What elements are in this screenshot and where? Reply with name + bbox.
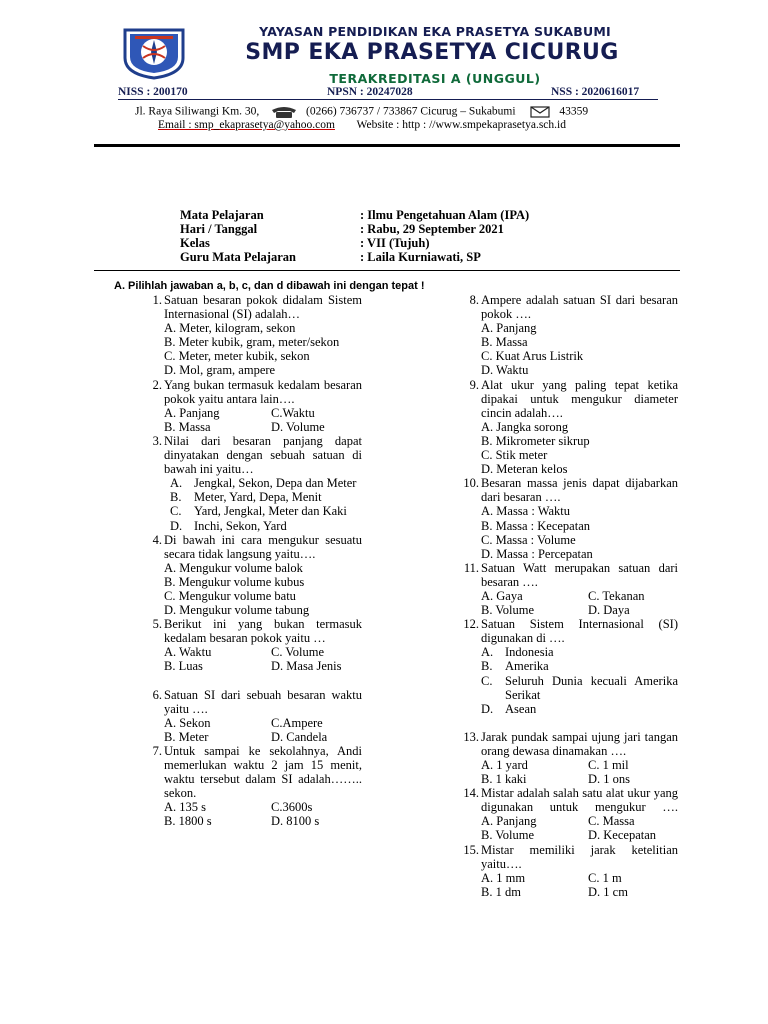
question-text: Satuan Watt merupakan satuan dari besaran ….	[481, 560, 678, 589]
option: B. Meter	[164, 729, 209, 744]
info-value-subject: : Ilmu Pengetahuan Alam (IPA)	[360, 208, 530, 222]
options-grid	[164, 800, 362, 828]
option: C. 1 m	[588, 870, 622, 885]
options-grid	[481, 589, 678, 617]
question-text: Mistar memiliki jarak ketelitian yaitu….	[481, 842, 678, 871]
question-11	[455, 561, 678, 617]
option-text: Asean	[505, 701, 537, 716]
option	[164, 476, 362, 490]
option: B. Massa	[481, 335, 528, 350]
option-letter: A.	[481, 645, 494, 660]
email-address[interactable]: Email : smp_ekaprasetya@yahoo.com	[158, 119, 335, 131]
question-number: 2.	[152, 377, 162, 392]
phone-number: (0266) 736737 / 733867 Cicurug – Sukabumi	[306, 105, 516, 118]
option: D. Mengukur volume tabung	[164, 603, 310, 618]
option: A. Panjang	[481, 321, 537, 336]
option	[481, 645, 678, 659]
option-letter: C.	[481, 673, 493, 688]
option: D. 1 cm	[588, 884, 628, 899]
question-number: 9.	[469, 377, 479, 392]
question-text: Berikut ini yang bukan termasuk kedalam besaran pokok yaitu …	[164, 617, 362, 646]
question-text: Alat ukur yang paling tepat ketika dipakai untuk mengukur diameter cincin adalah….	[481, 377, 678, 420]
option	[481, 674, 678, 702]
question-number: 4.	[152, 532, 162, 547]
option: D. Massa : Percepatan	[481, 546, 593, 561]
option	[164, 490, 362, 504]
option: D. Meteran kelos	[481, 462, 568, 477]
option-text: Seluruh Dunia kecuali Amerika Serikat	[505, 673, 678, 702]
option-letter: B.	[481, 659, 493, 674]
option: D. Daya	[588, 603, 630, 618]
question-text: Di bawah ini cara mengukur sesuatu secara tidak langsung yaitu….	[164, 532, 362, 561]
option: C. Stik meter	[481, 448, 548, 463]
option: B. 1 dm	[481, 884, 521, 899]
school-name: SMP EKA PRASETYA CICURUG	[245, 40, 619, 65]
option	[164, 519, 362, 533]
question-number: 6.	[152, 687, 162, 702]
question-12	[455, 617, 678, 716]
question-text: Untuk sampai ke sekolahnya, Andi memerlukan waktu 2 jam 15 menit, waktu tersebut dalam SI adalah…….. sekon.	[164, 743, 362, 801]
option: D. Candela	[271, 729, 328, 744]
question-14	[455, 786, 678, 842]
options-grid	[164, 716, 362, 744]
info-value-date: : Rabu, 29 September 2021	[360, 222, 504, 236]
mail-icon	[530, 106, 550, 118]
info-value-teacher: : Laila Kurniawati, SP	[360, 250, 481, 264]
info-value-class: : VII (Tujuh)	[360, 236, 430, 250]
question-number: 1.	[152, 293, 162, 307]
question-2	[138, 378, 362, 434]
option: B. 1 kaki	[481, 772, 527, 787]
address: Jl. Raya Siliwangi Km. 30,	[135, 105, 260, 118]
options-grid	[481, 758, 678, 786]
option-letter: C.	[170, 504, 182, 519]
spacer	[455, 716, 678, 730]
question-8	[455, 293, 678, 378]
questions-right-column	[455, 293, 678, 899]
question-text: Satuan SI dari sebuah besaran waktu yaitu ….	[164, 687, 362, 716]
option-letter: D.	[481, 701, 494, 716]
question-number: 3.	[152, 433, 162, 448]
option-text: Meter, Yard, Depa, Menit	[194, 490, 322, 505]
question-number: 12.	[463, 617, 479, 632]
option-text: Jengkal, Sekon, Depa dan Meter	[194, 476, 357, 491]
question-number: 14.	[463, 786, 479, 801]
contact-line	[135, 105, 588, 119]
option: C.3600s	[271, 800, 313, 815]
option: D. Kecepatan	[588, 828, 657, 843]
option-text: Amerika	[505, 659, 549, 674]
option: B. Volume	[481, 603, 535, 618]
question-text: Yang bukan termasuk kedalam besaran pokok yaitu antara lain….	[164, 377, 362, 406]
options-grid	[164, 645, 362, 673]
option: A. Jangka sorong	[481, 419, 569, 434]
option-letter: A.	[170, 476, 183, 491]
option: C.Ampere	[271, 715, 323, 730]
question-number: 8.	[469, 293, 479, 307]
letterhead-rule	[118, 99, 658, 100]
option: D. Volume	[271, 419, 325, 434]
accreditation: TERAKREDITASI A (UNGGUL)	[329, 71, 541, 86]
foundation-name: YAYASAN PENDIDIKAN EKA PRASETYA SUKABUMI	[259, 24, 611, 39]
questions-left-column	[138, 293, 362, 828]
question-4	[138, 533, 362, 618]
question-text: Satuan besaran pokok didalam Sistem Internasional (SI) adalah…	[164, 293, 362, 322]
option: C.Waktu	[271, 405, 315, 420]
question-text: Nilai dari besaran panjang dapat dinyatakan dengan sebuah satuan di bawah ini yaitu…	[164, 433, 362, 477]
option: A. Massa : Waktu	[481, 504, 571, 519]
question-number: 15.	[463, 842, 479, 857]
option: D. Waktu	[481, 363, 529, 378]
option-letter: B.	[170, 490, 182, 505]
question-15	[455, 843, 678, 899]
question-13	[455, 730, 678, 786]
question-5	[138, 617, 362, 673]
question-text: Besaran massa jenis dapat dijabarkan dari besaran ….	[481, 476, 678, 505]
option: A. Waktu	[164, 645, 212, 660]
option: A. 135 s	[164, 800, 207, 815]
option-text: Indonesia	[505, 645, 554, 660]
letterhead-bottom-rule	[94, 144, 680, 147]
option: D. Masa Jenis	[271, 659, 342, 674]
option: B. Mengukur volume kubus	[164, 574, 305, 589]
question-10	[455, 476, 678, 561]
postal-code: 43359	[559, 105, 589, 118]
option: A. 1 yard	[481, 758, 528, 772]
question-text: Mistar adalah salah satu alat ukur yang digunakan untuk mengukur ….	[481, 786, 678, 815]
option: B. Mikrometer sikrup	[481, 433, 590, 448]
info-label-teacher: Guru Mata Pelajaran	[180, 250, 296, 264]
question-9	[455, 378, 678, 477]
option: C. Mengukur volume batu	[164, 588, 296, 603]
question-number: 13.	[463, 729, 479, 744]
question-text: Satuan Sistem Internasional (SI) digunakan di ….	[481, 617, 678, 646]
option: C. Massa	[588, 814, 635, 829]
option: A. 1 mm	[481, 870, 526, 885]
question-3	[138, 434, 362, 533]
phone-icon	[270, 105, 298, 119]
question-1	[138, 293, 362, 378]
section-instruction: A. Pilihlah jawaban a, b, c, dan d dibawah ini dengan tepat !	[114, 280, 425, 292]
website-address[interactable]: Website : http : //www.smpekaprasetya.sch.id	[356, 119, 566, 131]
nss-number: NSS : 2020616017	[551, 86, 640, 98]
question-number: 11.	[463, 560, 479, 575]
options-grid	[481, 814, 678, 842]
info-label-date: Hari / Tanggal	[180, 222, 258, 236]
npsn-number: NPSN : 20247028	[327, 86, 413, 98]
option: C. Meter, meter kubik, sekon	[164, 349, 310, 364]
option: A. Sekon	[164, 715, 211, 730]
spacer	[138, 674, 362, 688]
question-number: 5.	[152, 617, 162, 632]
question-number: 10.	[463, 476, 479, 491]
question-6	[138, 688, 362, 744]
option: D. 1 ons	[588, 772, 631, 787]
option: C. Volume	[271, 645, 325, 660]
option: A. Panjang	[481, 814, 537, 829]
option: B. Meter kubik, gram, meter/sekon	[164, 335, 340, 350]
option: B. 1800 s	[164, 814, 212, 829]
option: D. 8100 s	[271, 814, 320, 829]
option: C. 1 mil	[588, 758, 629, 772]
school-logo	[121, 24, 187, 80]
option-letter: D.	[170, 518, 183, 533]
option: C. Massa : Volume	[481, 532, 576, 547]
option: A. Panjang	[164, 405, 220, 420]
option: B. Volume	[481, 828, 535, 843]
option	[164, 504, 362, 518]
niss-number: NISS : 200170	[118, 86, 188, 98]
question-number: 7.	[152, 743, 162, 758]
option: A. Gaya	[481, 588, 523, 603]
contact-line-2	[158, 119, 566, 131]
info-label-class: Kelas	[180, 236, 210, 250]
info-label-subject: Mata Pelajaran	[180, 208, 264, 222]
question-text: Jarak pundak sampai ujung jari tangan orang dewasa dinamakan ….	[481, 729, 678, 758]
option: B. Luas	[164, 659, 203, 674]
option-text: Inchi, Sekon, Yard	[194, 518, 287, 533]
options-grid	[481, 871, 678, 899]
option: C. Tekanan	[588, 588, 645, 603]
question-text: Ampere adalah satuan SI dari besaran pokok ….	[481, 293, 678, 322]
info-separator	[94, 270, 680, 271]
option-text: Yard, Jengkal, Meter dan Kaki	[194, 504, 347, 519]
option	[481, 702, 678, 716]
option: D. Mol, gram, ampere	[164, 363, 276, 378]
option: A. Mengukur volume balok	[164, 560, 303, 575]
option: C. Kuat Arus Listrik	[481, 349, 584, 364]
options-grid	[164, 406, 362, 434]
option: B. Massa : Kecepatan	[481, 518, 590, 533]
option: B. Massa	[164, 419, 211, 434]
option	[481, 659, 678, 673]
question-7	[138, 744, 362, 829]
option: A. Meter, kilogram, sekon	[164, 321, 296, 336]
